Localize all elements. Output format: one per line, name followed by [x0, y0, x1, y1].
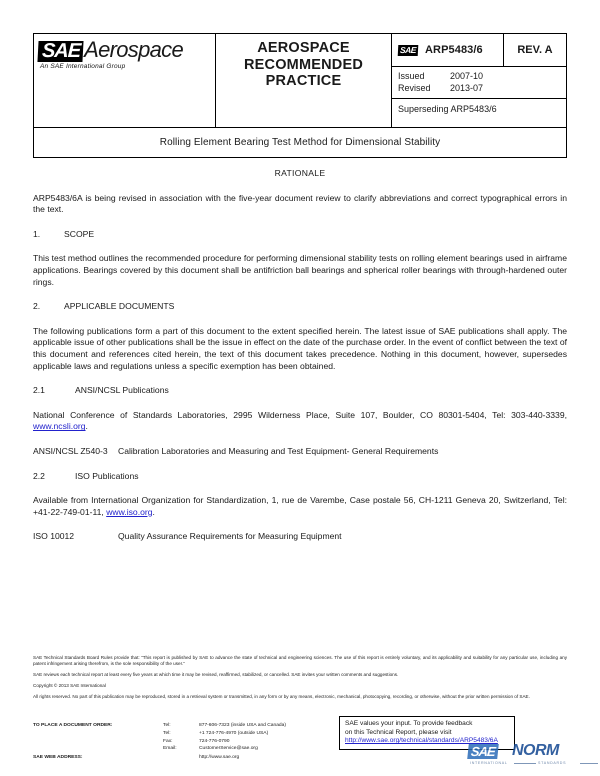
section-1-paragraph: This test method outlines the recommended procedure for performing dimensional stability tests on rolling element bearings used in airframe applications. Bearings covered by this document shall be antifriction ball bearings and spherical roller bearings with through-hardened outer rings.: [33, 253, 567, 287]
watermark-subtitle-left: INTERNATIONAL: [470, 761, 508, 765]
issued-label: Issued: [398, 71, 425, 81]
logo-tagline: An SAE International Group: [40, 63, 126, 70]
iso-website-link[interactable]: www.iso.org: [106, 506, 153, 517]
watermark-rule-left: [514, 763, 536, 764]
standards-board-rules: SAE Technical Standards Board Rules provide that: “This report is published by SAE to advance the state of technical and engineering sciences. The use of this report is entirely voluntary, and its applicability and suitability for any particular use, including any patent infringement arising therefrom, is the sole responsibility of the user.”: [33, 655, 567, 667]
issued-date: 2007-10: [450, 71, 484, 81]
aerospace-wordmark: Aerospace: [84, 37, 184, 62]
order-value-2: 724-776-0790: [199, 738, 230, 744]
section-2-2-number: 2.2: [33, 470, 45, 481]
document-dates-cell: [392, 67, 566, 99]
feedback-line-1: SAE values your input. To provide feedback: [345, 720, 473, 727]
section-2-heading: [33, 301, 567, 313]
document-number-row: [392, 34, 566, 67]
document-title: Rolling Element Bearing Test Method for Dimensional Stability: [34, 127, 566, 157]
order-label: TO PLACE A DOCUMENT ORDER:: [33, 723, 113, 728]
document-type-line-1: AEROSPACE: [257, 40, 350, 56]
issued-row: [398, 70, 560, 82]
revised-row: [398, 82, 560, 94]
document-type-line-3: PRACTICE: [265, 73, 342, 89]
rationale-paragraph: ARP5483/6A is being revised in association with the five-year document review to clarify abbreviations and correct typographical errors in the text.: [33, 192, 567, 215]
web-address-value[interactable]: http://www.sae.org: [199, 755, 240, 761]
ncsli-website-link[interactable]: www.ncsli.org: [33, 421, 86, 432]
section-2-number: 2.: [33, 301, 41, 312]
section-2-2-title: ISO Publications: [75, 470, 139, 481]
copyright-notice: Copyright © 2013 SAE International: [33, 683, 106, 689]
order-row-3: [33, 745, 363, 753]
ansi-ncsl-reference-id: ANSI/NCSL Z540-3: [33, 445, 108, 456]
order-key-2: Fax:: [163, 738, 173, 744]
iso-address-text: Available from International Organization for Standardization, 1, rue de Varembe, Case postale 56, CH-1211 Geneva 20, Switzerland, Tel: +41-22-749-01-11,: [33, 495, 567, 517]
document-number: ARP5483/6: [424, 44, 483, 56]
order-value-3[interactable]: CustomerService@sae.org: [199, 746, 258, 752]
web-address-label: SAE WEB ADDRESS:: [33, 755, 83, 761]
document-body: [33, 168, 567, 556]
order-row-0: [33, 722, 363, 730]
watermark-norm-text: NORM: [512, 742, 559, 759]
watermark-sae-icon: SAE: [467, 744, 498, 759]
rights-reserved-notice: All rights reserved. No part of this publication may be reproduced, stored in a retrieval system or transmitted, in any form or by any means, electronic, mechanical, photocopying, recording, or otherwise, without the prior written permission of SAE.: [33, 694, 530, 700]
document-type-cell: [216, 34, 392, 127]
feedback-link[interactable]: http://www.sae.org/technical/standards/ARP5483/6A: [345, 737, 498, 745]
revised-date: 2013-07: [450, 83, 484, 93]
section-2-title: APPLICABLE DOCUMENTS: [64, 301, 175, 312]
ncsl-address-paragraph: [33, 410, 567, 433]
ncsl-address-text: National Conference of Standards Laboratories, 2995 Wilderness Place, Suite 107, Boulder, CO 80301-5404, Tel: 303-440-3339,: [33, 409, 567, 420]
watermark-rule-right: [580, 763, 598, 764]
section-1-number: 1.: [33, 228, 41, 239]
ncsl-address-period: .: [85, 421, 88, 432]
iso-reference-id: ISO 10012: [33, 531, 75, 542]
document-type-line-2: RECOMMENDED: [243, 56, 363, 73]
section-2-2-heading: [33, 471, 567, 483]
iso-reference-title: Quality Assurance Requirements for Measuring Equipment: [118, 531, 342, 542]
sae-logo-icon: SAE: [37, 41, 83, 62]
order-value-0: 877-606-7323 (inside USA and Canada): [199, 723, 287, 728]
document-revision: REV. A: [517, 44, 553, 56]
order-key-1: Tel:: [163, 730, 171, 736]
section-1-heading: [33, 229, 567, 241]
order-label-spacer-3: [33, 745, 163, 753]
revised-label: Revised: [398, 83, 431, 93]
document-number-cell: [392, 34, 504, 66]
ansi-ncsl-reference-title: Calibration Laboratories and Measuring and Test Equipment- General Requirements: [118, 445, 439, 456]
iso-address-paragraph: [33, 495, 567, 518]
feedback-line-2: on this Technical Report, please visit: [345, 728, 452, 736]
order-key-3: Email:: [163, 746, 177, 752]
feedback-box: [339, 716, 515, 750]
section-1-title: SCOPE: [64, 228, 95, 239]
section-2-1-title: ANSI/NCSL Publications: [75, 385, 169, 396]
section-2-1-number: 2.1: [33, 385, 45, 396]
ansi-ncsl-reference: [33, 446, 567, 458]
order-row-2: [33, 738, 363, 746]
section-2-paragraph: The following publications form a part of this document to the extent specified herein. The latest issue of SAE publications shall apply. The applicable issue of other publications shall be the issue in effect on the date of the purchase order. In the event of conflict between the text of this document and references cited herein, the text of this document takes precedence. Nothing in this document, however, supersedes applicable laws and regulations unless a specific exemption has been obtained.: [33, 325, 567, 371]
order-row-1: [33, 730, 363, 738]
web-address-spacer: [163, 754, 199, 762]
section-2-1-heading: [33, 385, 567, 397]
web-address-row: [33, 754, 363, 762]
iso-address-period: .: [152, 506, 155, 517]
sae-mini-logo-icon: SAE: [398, 45, 419, 56]
sae-aerospace-logo: [34, 34, 216, 127]
header-top-row: [34, 34, 566, 127]
document-header-table: [33, 33, 567, 158]
rationale-heading: RATIONALE: [274, 168, 326, 178]
footer-legal-block: [33, 655, 567, 704]
header-meta-cell: [392, 34, 566, 127]
watermark-subtitle-right: STANDARDS: [538, 761, 567, 765]
order-contact-block: [33, 722, 363, 762]
logo-wordmark-line: [38, 37, 215, 62]
review-notice: SAE reviews each technical report at least every five years at which time it may be revised, reaffirmed, stabilized, or cancelled. SAE invites your written comments and suggestions.: [33, 672, 399, 678]
order-label-spacer-1: [33, 730, 163, 738]
superseding-note: Superseding ARP5483/6: [398, 104, 497, 114]
iso-reference: [33, 531, 567, 543]
order-value-1: +1 724-776-4970 (outside USA): [199, 730, 269, 736]
order-label-spacer-2: [33, 738, 163, 746]
order-key-0: Tel:: [163, 723, 171, 728]
